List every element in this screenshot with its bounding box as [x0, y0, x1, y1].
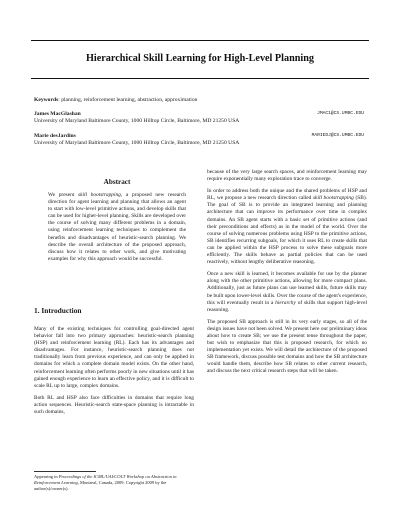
abstract-text: We present skill bootstrapping, a proposed new research direction for agent learning and planning that allows an agent to start with low-level primitive actions, and develop skills that can be used for higher-level planning. Skills are developed over the course of solving many different problems in a domain, using reinforcement learning techniques to complement the benefits and disadvantages of heuristic-search planning. We describe the overall architecture of the proposed approach, discuss how it relates to other work, and give motivating examples for why this approach would be successful.	[48, 192, 186, 262]
keywords	[34, 97, 197, 103]
top-rule	[31, 40, 369, 41]
foot-rule	[34, 471, 96, 472]
title-rule	[31, 78, 369, 79]
author-email: JMAC1@CS.UMBC.EDU	[317, 111, 364, 116]
author-name: James MacGlashan	[34, 111, 81, 117]
author-block-2	[34, 133, 364, 146]
intro-left-column	[34, 326, 194, 421]
keywords-text: : planning, reinforcement learning, abstraction, approximation	[58, 97, 198, 103]
paper-title: Hierarchical Skill Learning for High-Level Planning	[86, 53, 314, 64]
footnote: Appearing in Proceedings of the ICML/UAI/COLT Workshop on Abstraction in Reinforcement Learning, Montreal, Canada, 2009. Copyright 2009 by the author(s)/owner(s).	[34, 474, 177, 491]
right-column	[207, 169, 367, 381]
author-email: MARIEDJ@CS.UMBC.EDU	[311, 133, 364, 138]
section-heading: 1. Introduction	[34, 306, 82, 315]
keywords-label: Keywords	[34, 97, 59, 103]
author-affiliation: University of Maryland Baltimore County, 1000 Hilltop Circle, Baltimore, MD 21250 USA	[34, 140, 240, 146]
paragraph: Once a new skill is learned, it becomes available for use by the planner along with the other primitive actions, allowing for more compact plans. Additionally, just as future plans can use learned skills, future skills may be built upon lower-level skills. Over the course of the agent's experience, this will eventually result in a hierarchy of skills that support high-level reasoning.	[207, 271, 367, 313]
paragraph: Both RL and HSP also face difficulties in domains that require long action sequences. Heuristic-search state-space planning is intractable in such domains,	[34, 394, 194, 416]
paragraph: The proposed SB approach is still in its very early stages, so all of the design issues have not been solved. We present here our preliminary ideas about how to create SB; we use the present tense throughout the paper, but wish to emphasize that this is proposed research, for which no implementation yet exists. We will detail the architecture of the proposed SB framework, discuss possible test domains and how the SB architecture would handle them, describe how SB relates to other current research, and discuss the next critical research steps that will be taken.	[207, 318, 367, 375]
paragraph: because of the very large search spaces, and reinforcement learning may require exponentially many exploration trace to converge.	[207, 169, 367, 183]
author-block-1	[34, 111, 364, 124]
paragraph: In order to address both the unique and the shared problems of HSP and RL, we propose a new research direction called skill bootstrapping (SB). The goal of SB is to provide an integrated learning and planning architecture that can improve its performance over time in complex domains. An SB agent starts with a basic set of primitive actions (and their preconditions and effects) as in the model of the world. Over the course of solving numerous problems using HSP to the primitive actions, SB identifies recurring subgoals, for which it uses RL to create skills that can be applied within the HSP process to solve these subgoals more efficiently. The skills behave as partial policies that can be used reactively, without lengthy deliberative reasoning.	[207, 188, 367, 266]
abstract-heading: Abstract	[103, 178, 131, 186]
paragraph: Many of the existing techniques for controlling goal-directed agent behavior fall into two primary approaches: heuristic-search planning (HSP) and reinforcement learning (RL). Each has its advantages and disadvantages. For instance, heuristic-search planning does not traditionally learn from previous experience, and can only be applied in domains for which a complete domain model exists. On the other hand, reinforcement learning often performs poorly in new situations until it has gained enough experience to learn an effective policy, and it is difficult to scale RL up to large, complex domains.	[34, 326, 194, 389]
author-affiliation: University of Maryland Baltimore County, 1000 Hilltop Circle, Baltimore, MD 21250 USA	[34, 118, 240, 124]
author-name: Marie desJardins	[34, 133, 76, 139]
